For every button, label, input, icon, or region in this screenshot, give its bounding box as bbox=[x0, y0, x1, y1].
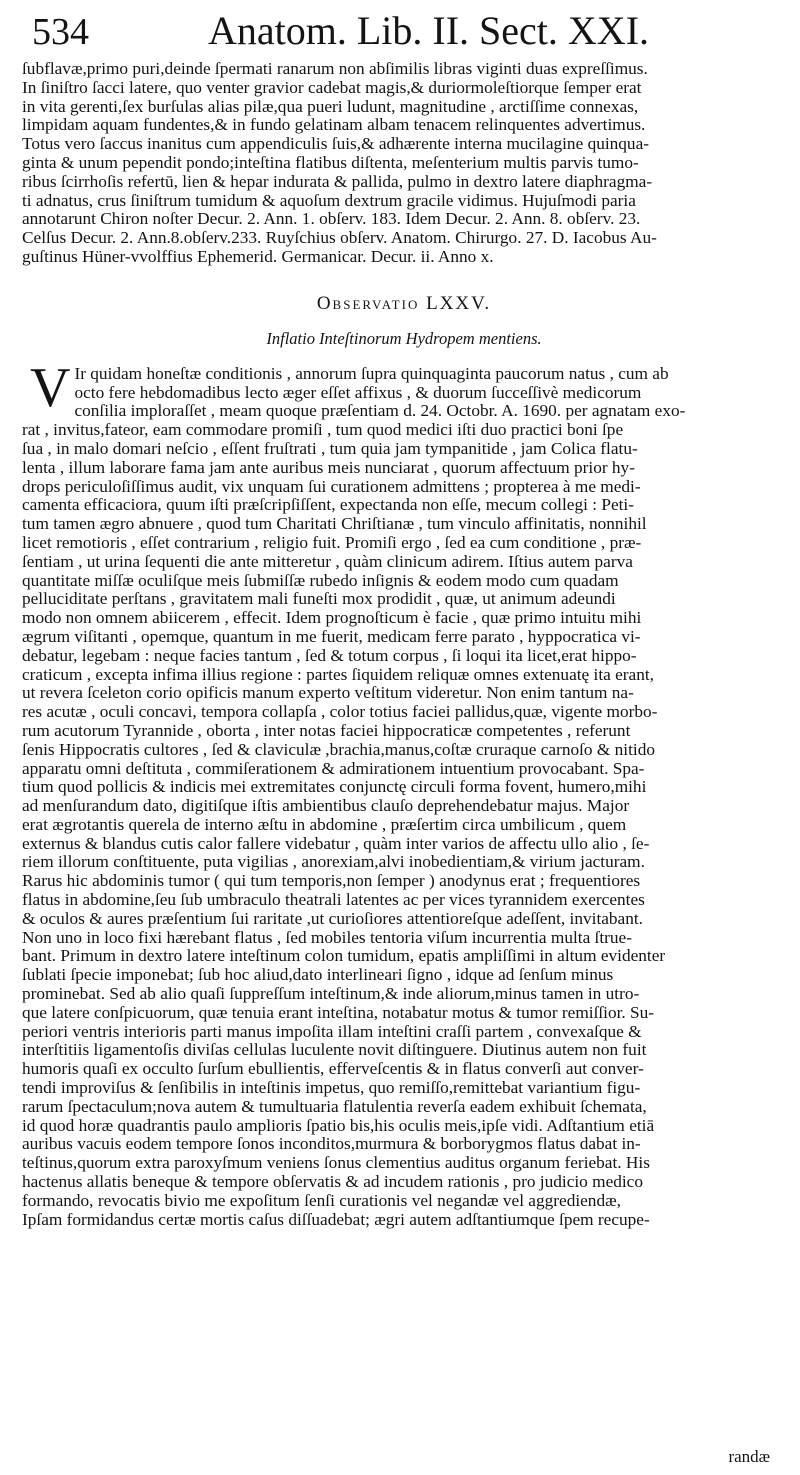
continuation-paragraph: ſubflavæ,primo puri,deinde ſpermati ranarum non abſimilis libras viginti duas expreſſimus. In ſiniſtro ſacci latere, quo venter gravior cadebat magis,& duriormoleſtiorque ſemper erat in vita gerenti,ſex burſulas alias pilæ,qua pueri ludunt, magnitudine , arctiſſime connexas, limpidam aquam fundentes,& in fundo gelatinam albam tenacem relinquentes advertimus. Totus vero ſaccus inanitus cum appendiculis ſuis,& adhærente interna mucilagine quinqua- ginta & unum pependit pondo;inteſtina flatibus diſtenta, meſenterium multis parvis tumo- ribus ſcirrhoſis refertū, lien & hepar indurata & pallida, pulmo in dextro latere diaphragma- ti adnatus, crus ſiniſtrum tumidum & aquoſum dextrum gracile vidimus. Hujuſmodi paria annotarunt Chiron noſter Decur. 2. Ann. 1. obſerv. 183. Idem Decur. 2. Ann. 8. obſerv. 23. Celſus Decur. 2. Ann.8.obſerv.233. Ruyſchius obſerv. Anatom. Chirurgo. 27. D. Iacobus Au- guſtinus Hüner-vvolffius Ephemerid. Germanicar. Decur. ii. Anno x. bbox=[22, 59, 657, 266]
observation-subtitle: Inflatio Inteſtinorum Hydropem mentiens. bbox=[266, 328, 542, 348]
observation-text: Ir quidam honeſtæ conditionis , annorum ſupra quinquaginta paucorum natus , cum ab octo fere hebdomadibus lecto æger eſſet affixus , & duorum ſucceſſivè medicorum conſilia imploraſſet , meam quoque præſentiam d. 24. Octobr. A. 1690. per agnatam exo- rat , invitus,fateor, eam commodare promiſi , tum quod medici iſti duo practici boni ſpe ſua , in malo domari neſcio , eſſent fruſtrati , tum quia jam tympanitide , jam Colica flatu- lenta , illum laborare fama jam ante auribus meis nunciarat , quorum affectuum prior hy- drops periculoſiſſimus audit, vix unquam ſui curationem admittens ; propterea à me medi- camenta efficaciora, quum iſti præſcripſiſſent, expectanda non eſſe, mecum collegi : Peti- tum tamen ægro abnuere , quod tum Charitati Chriſtianæ , tum vinculo affinitatis, nonnihil licet remotioris , eſſet contrarium , religio fuit. Promiſi ergo , ſed ea cum conditione , præ- ſentiam , ut urina ſequenti die ante mitteretur , quàm clinicum adirem. Iſtius autem parva quantitate miſſæ oculiſque meis ſubmiſſæ rubedo inſignis & eodem modo cum quadam pelluciditate perſtans , gravitatem mali funeſti mox prodidit , quæ, ut animum adeundi modo non omnem abiicerem , effecit. Idem prognoſticum è facie , quæ primo intuitu mihi ægrum viſitanti , opemque, quantum in me fuerit, medicam ferre parato , hyppocratica vi- debatur, legebam : neque facies tantum , ſed & totum corpus , ſi loqui ita licet,erat hippo- craticum , excepta infima illius regione : partes ſiquidem reliquæ omnes extenuatę ita erant, ut revera ſceleton corio opificis manum experto veſtitum videretur. Non enim tantum na- res acutæ , oculi concavi, tempora collapſa , color totius faciei pallidus,quæ, vigente morbo- rum acutorum Tyrannide , oborta , inter notas faciei hippocraticæ competentes , referunt ſenis Hippocratis cultores , ſed & claviculæ ,brachia,manus,coſtæ cruraque carnoſo & nitido apparatu omni deſtituta , commiſerationem & admirationem intuentium provocabant. Spa- tium quod pollicis & indicis mei extremitates conjunctę circuli forma fovent, humero,mihi ad menſurandum dato, digitiſque iſtis ambientibus clauſo deprehendebatur majus. Major erat ægrotantis querela de interno æſtu in abdomine , præſertim circa umbilicum , quem externus & blandus cutis calor fallere videbatur , quàm inter varios de affectu ullo alio , ſe- riem illorum conſtituente, puta vigilias , anorexiam,alvi inobedientiam,& virium jacturam. Rarus hic abdominis tumor ( qui tum temporis,non ſemper ) anodynus erat ; frequentiores flatus in abdomine,ſeu ſub umbraculo theatrali latentes ac per vices tyrannidem exercentes & oculos & aures præſentium ſui raritate ,ut curioſiores attentioreſque adeſſent, invitabant. Non uno in loco fixi hærebant flatus , ſed mobiles tentoria viſum incurrentia multa ſtrue- bant. Primum in dextro latere inteſtinum colon tumidum, epatis ampliſſimi in altum evidenter ſublati ſpecie imponebat; ſub hoc aliud,dato interlineari ſigno , idque ad ſenſum minus prominebat. Sed ab alio quaſi ſuppreſſum inteſtinum,& inde aliorum,minus tamen in utro- que latere conſpicuorum, quæ tenuia erant inteſtina, notabatur motus & tumor remiſſior. Su- periori ventris interioris parti manus impoſita illam inteſtini craſſi partem , convexaſque & interſtitiis ligamentoſis diviſas cellulas luculente novit diſtinguere. Diutinus autem non fuit humoris quaſi ex occulto ſurſum ebullientis, efferveſcentis & in flatus converſi aut conver- tendi improviſus & ſenſibilis in inteſtinis impetus, quo remiſſo,remittebat variantium figu- rarum ſpectaculum;nova autem & tumultuaria flatulentia reverſa eadem exhibuit ſchemata, id quod horæ quadrantis paulo amplioris ſpatio bis,his oculis meis,ipſe vidi. Adſtantium etiā auribus vacuis eodem tempore ſonos inconditos,murmura & borborygmos flatus dabat in- teſtinus,quorum extra paroxyſmum veniens ſonus clementius auditus organum feriebat. His hactenus allatis beneque & tempore obſervatis & ad incudem rationis , pro judicio medico formando, revocatis bivio me expoſitum ſenſi curationis vel negandæ vel aggrediendæ, Ipſam formidandus certæ mortis caſus diſſuadebat; ægri autem adſtantiumque ſpem recupe- bbox=[22, 363, 686, 1229]
page-number: 534 bbox=[32, 11, 89, 53]
observation-heading: Observatio LXXV. bbox=[316, 292, 492, 314]
drop-cap: V bbox=[30, 356, 71, 419]
running-title: Anatom. Lib. II. Sect. XXI. bbox=[208, 8, 650, 53]
catchword: randæ bbox=[728, 1447, 770, 1466]
observation-body bbox=[22, 356, 786, 1230]
page-header bbox=[22, 0, 786, 60]
